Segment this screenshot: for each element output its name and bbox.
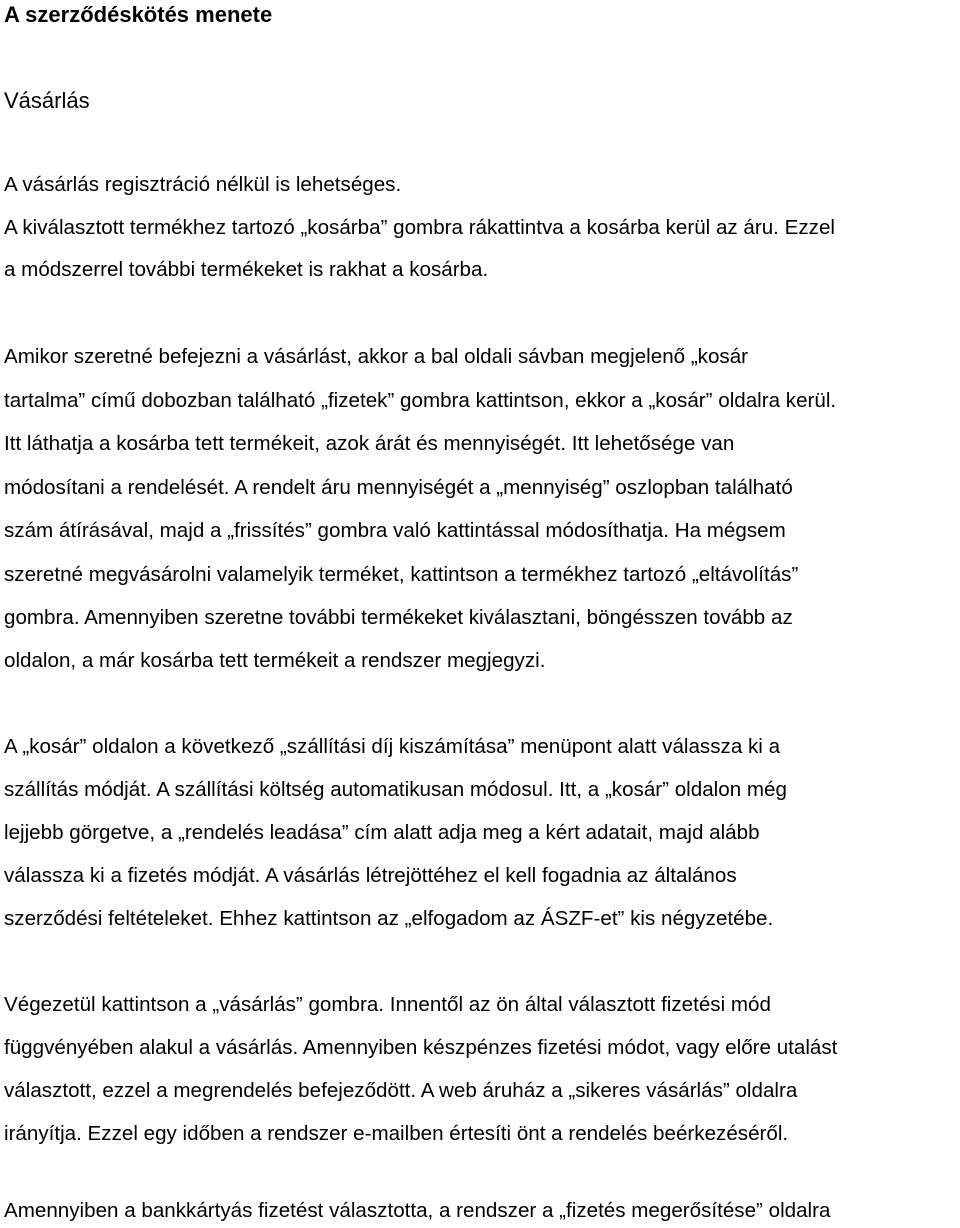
text-line: szállítás módját. A szállítási költség automatikusan módosul. Itt, a „kosár” oldalon még: [4, 778, 787, 801]
text-line: oldalon, a már kosárba tett termékeit a rendszer megjegyzi.: [4, 649, 546, 672]
text-line: tartalma” című dobozban található „fizetek” gombra kattintson, ekkor a „kosár” oldalra kerül.: [4, 389, 837, 412]
text-line: A kiválasztott termékhez tartozó „kosárba” gombra rákattintva a kosárba kerül az áru. Ezzel: [4, 216, 835, 239]
text-line: Végezetül kattintson a „vásárlás” gombra. Innentől az ön által választott fizetési mód: [4, 993, 771, 1016]
text-line: Amikor szeretné befejezni a vásárlást, akkor a bal oldali sávban megjelenő „kosár: [4, 345, 749, 368]
section-title: Vásárlás: [4, 88, 90, 113]
text-line: lejjebb görgetve, a „rendelés leadása” cím alatt adja meg a kért adatait, majd alább: [4, 821, 760, 844]
text-line: szerződési feltételeket. Ehhez kattintson az „elfogadom az ÁSZF-et” kis négyzetébe.: [4, 907, 774, 930]
text-line: választott, ezzel a megrendelés befejeződött. A web áruház a „sikeres vásárlás” oldalra: [4, 1079, 798, 1102]
text-line: A „kosár” oldalon a következő „szállítási díj kiszámítása” menüpont alatt válassza ki a: [4, 735, 781, 758]
text-line: Amennyiben a bankkártyás fizetést választotta, a rendszer a „fizetés megerősítése” oldalra: [4, 1199, 831, 1222]
text-line: gombra. Amennyiben szeretne további termékeket kiválasztani, böngésszen tovább az: [4, 606, 793, 629]
text-line: függvényében alakul a vásárlás. Amennyiben készpénzes fizetési módot, vagy előre utalást: [4, 1036, 838, 1059]
text-line: módosítani a rendelését. A rendelt áru mennyiségét a „mennyiség” oszlopban található: [4, 476, 793, 499]
text-line: A vásárlás regisztráció nélkül is lehetséges.: [4, 173, 402, 196]
text-line: Itt láthatja a kosárba tett termékeit, azok árát és mennyiségét. Itt lehetősége van: [4, 432, 735, 455]
text-line: szeretné megvásárolni valamelyik terméket, kattintson a termékhez tartozó „eltávolítás”: [4, 563, 799, 586]
text-line: szám átírásával, majd a „frissítés” gombra való kattintással módosíthatja. Ha mégsem: [4, 519, 786, 542]
text-line: irányítja. Ezzel egy időben a rendszer e-mailben értesíti önt a rendelés beérkezéséről.: [4, 1122, 789, 1145]
text-line: a módszerrel további termékeket is rakhat a kosárba.: [4, 258, 489, 281]
text-line: válassza ki a fizetés módját. A vásárlás létrejöttéhez el kell fogadnia az általános: [4, 864, 737, 887]
document-title: A szerződéskötés menete: [4, 2, 273, 27]
